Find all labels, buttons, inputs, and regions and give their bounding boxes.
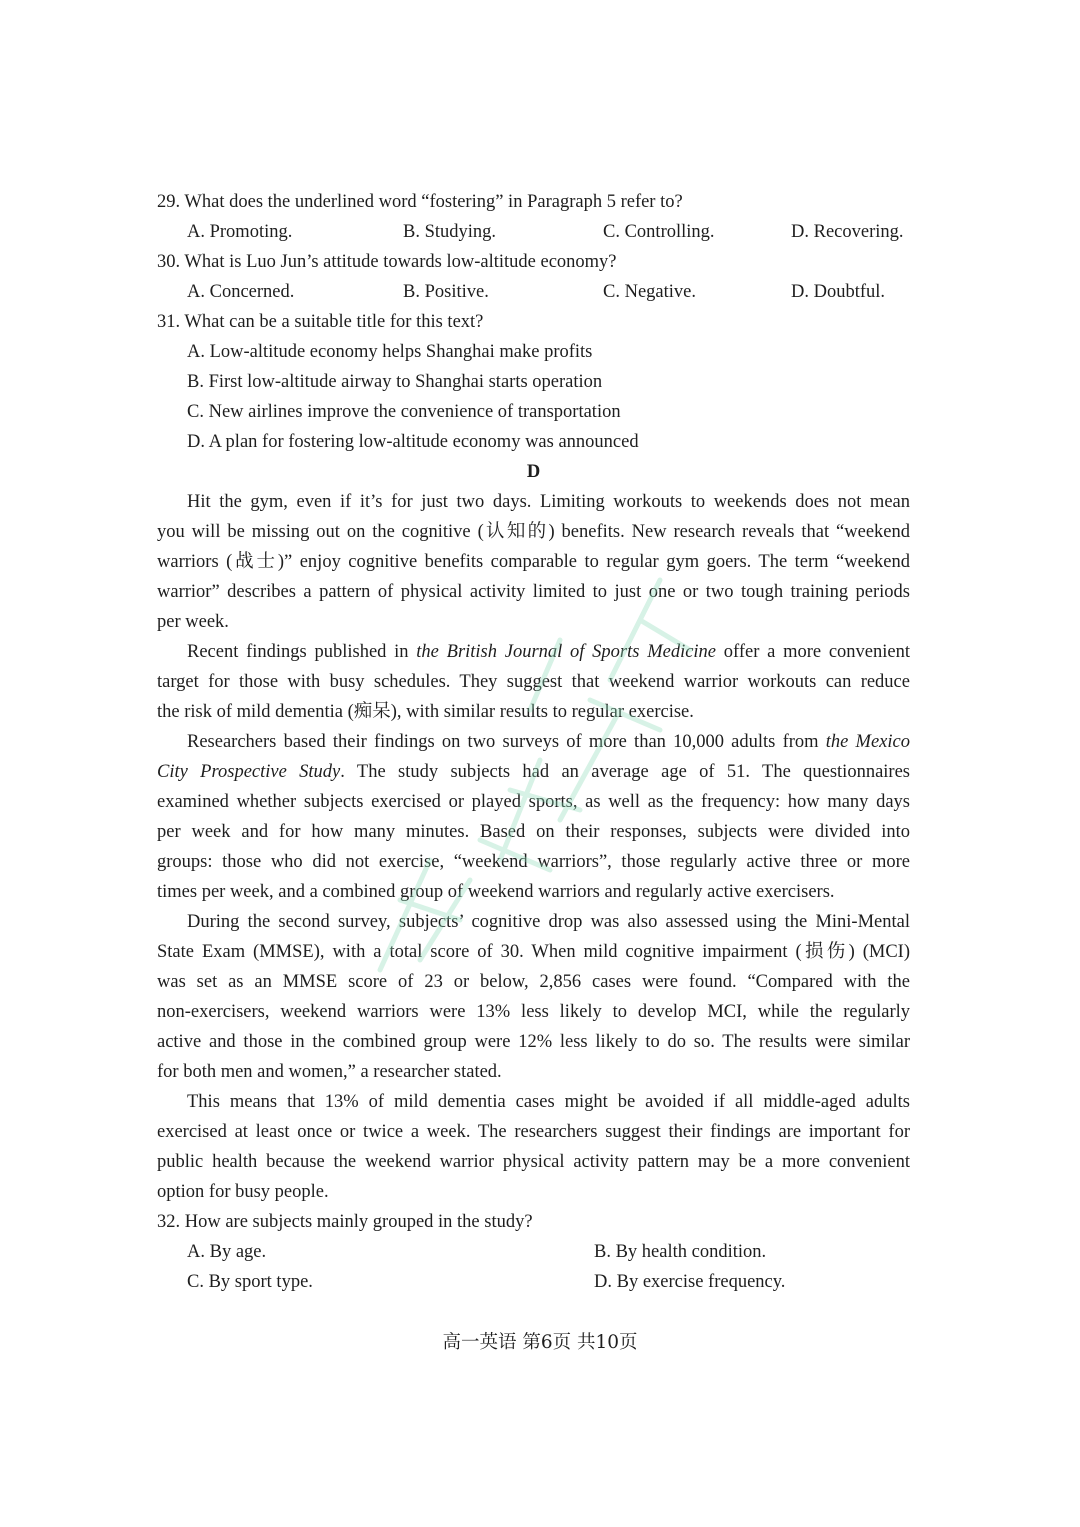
italic-title: the British Journal of Sports Medicine (416, 642, 717, 662)
option-d: D. A plan for fostering low-altitude economy was announced (187, 432, 639, 452)
option-b: B. Positive. (403, 282, 489, 302)
paragraph-3-line (157, 727, 910, 757)
text-segment: non-exercisers, weekend warriors were 13% less likely to develop MCI, while the regularly (157, 1002, 910, 1022)
text-segment: you will be missing out on the cognitive (认知的) benefits. New research reveals that “weekend (157, 522, 910, 542)
paragraph-5-line (157, 1087, 910, 1117)
paragraph-4-line (157, 1057, 910, 1087)
text-segment: State Exam (MMSE), with a total score of 30. When mild cognitive impairment (损伤) (MCI) (157, 942, 910, 962)
text-segment: option for busy people. (157, 1182, 329, 1202)
paragraph-1-line (157, 607, 910, 637)
option-c: C. Negative. (603, 282, 696, 302)
paragraph-1-line (157, 487, 910, 517)
question-29-stem: 29. What does the underlined word “fostering” in Paragraph 5 refer to? (157, 192, 683, 212)
text-segment: This means that 13% of mild dementia cases might be avoided if all middle-aged adults (187, 1092, 910, 1112)
italic-title: City Prospective Study (157, 762, 341, 782)
text-segment: warrior” describes a pattern of physical activity limited to just one or two tough training periods (157, 582, 910, 602)
paragraph-4-line (157, 967, 910, 997)
option-c: C. Controlling. (603, 222, 715, 242)
option-a: A. Low-altitude economy helps Shanghai make profits (187, 342, 593, 362)
option-c: C. By sport type. (187, 1272, 313, 1292)
text-segment: exercised at least once or twice a week. The researchers suggest their findings are important for (157, 1122, 910, 1142)
question-32-stem: 32. How are subjects mainly grouped in the study? (157, 1212, 533, 1232)
paragraph-3-line (157, 877, 910, 907)
text-segment: was set as an MMSE score of 23 or below, 2,856 cases were found. “Compared with the (157, 972, 910, 992)
paragraph-5-line (157, 1117, 910, 1147)
exam-page (157, 187, 910, 1297)
text-segment: During the second survey, subjects’ cognitive drop was also assessed using the Mini-Mental (187, 912, 910, 932)
text-segment: per week. (157, 612, 229, 632)
text-segment: Hit the gym, even if it’s for just two days. Limiting workouts to weekends does not mean (187, 492, 910, 512)
text-segment: groups: those who did not exercise, “weekend warriors”, those regularly active three or more (157, 852, 910, 872)
italic-title: the Mexico (825, 732, 910, 752)
paragraph-4-line (157, 997, 910, 1027)
option-a: A. By age. (187, 1242, 267, 1262)
paragraph-1-line (157, 577, 910, 607)
paragraph-2-line (157, 697, 910, 727)
paragraph-2-line (157, 667, 910, 697)
paragraph-4-line (157, 1027, 910, 1057)
paragraph-3-line (157, 817, 910, 847)
text-segment: . The study subjects had an average age of 51. The questionnaires (340, 762, 910, 782)
passage-d (157, 487, 910, 1207)
text-segment: warriors (战士)” enjoy cognitive benefits comparable to regular gym goers. The term “weekend (157, 552, 910, 572)
option-b: B. By health condition. (594, 1242, 767, 1262)
section-heading: D (526, 462, 541, 482)
text-segment: per week and for how many minutes. Based on their responses, subjects were divided into (157, 822, 910, 842)
text-segment: offer a more convenient (716, 642, 910, 662)
text-segment: public health because the weekend warrior physical activity pattern may be a more convenient (157, 1152, 910, 1172)
paragraph-1-line (157, 547, 910, 577)
text-segment: active and those in the combined group were 12% less likely to do so. The results were similar (157, 1032, 910, 1052)
paragraph-3-line (157, 847, 910, 877)
option-b: B. Studying. (403, 222, 497, 242)
paragraph-3-line (157, 787, 910, 817)
paragraph-4-line (157, 907, 910, 937)
page-footer: 高一英语 第6页 共10页 (442, 1332, 638, 1353)
text-segment: Recent findings published in (187, 642, 417, 662)
paragraph-1-line (157, 517, 910, 547)
option-d: D. Recovering. (791, 222, 904, 242)
question-32-options-row-2 (157, 1267, 910, 1297)
option-d: D. Doubtful. (791, 282, 886, 302)
option-d: D. By exercise frequency. (594, 1272, 786, 1292)
question-32-options-row-1 (157, 1237, 910, 1267)
option-a: A. Concerned. (187, 282, 295, 302)
text-segment: target for those with busy schedules. They suggest that weekend warrior workouts can reduce (157, 672, 910, 692)
question-29-options (157, 217, 910, 247)
option-a: A. Promoting. (187, 222, 293, 242)
text-segment: examined whether subjects exercised or played sports, as well as the frequency: how many days (157, 792, 910, 812)
option-c: C. New airlines improve the convenience of transportation (187, 402, 621, 422)
text-segment: the risk of mild dementia (痴呆), with similar results to regular exercise. (157, 702, 694, 722)
text-segment: for both men and women,” a researcher stated. (157, 1062, 502, 1082)
text-segment: times per week, and a combined group of weekend warriors and regularly active exercisers. (157, 882, 835, 902)
question-30-options (157, 277, 910, 307)
paragraph-3-line (157, 757, 910, 787)
paragraph-4-line (157, 937, 910, 967)
paragraph-5-line (157, 1147, 910, 1177)
paragraph-5-line (157, 1177, 910, 1207)
question-30-stem: 30. What is Luo Jun’s attitude towards low-altitude economy? (157, 252, 617, 272)
option-b: B. First low-altitude airway to Shanghai starts operation (187, 372, 603, 392)
text-segment: Researchers based their findings on two surveys of more than 10,000 adults from (187, 732, 826, 752)
question-31-stem: 31. What can be a suitable title for this text? (157, 312, 484, 332)
paragraph-2-line (157, 637, 910, 667)
